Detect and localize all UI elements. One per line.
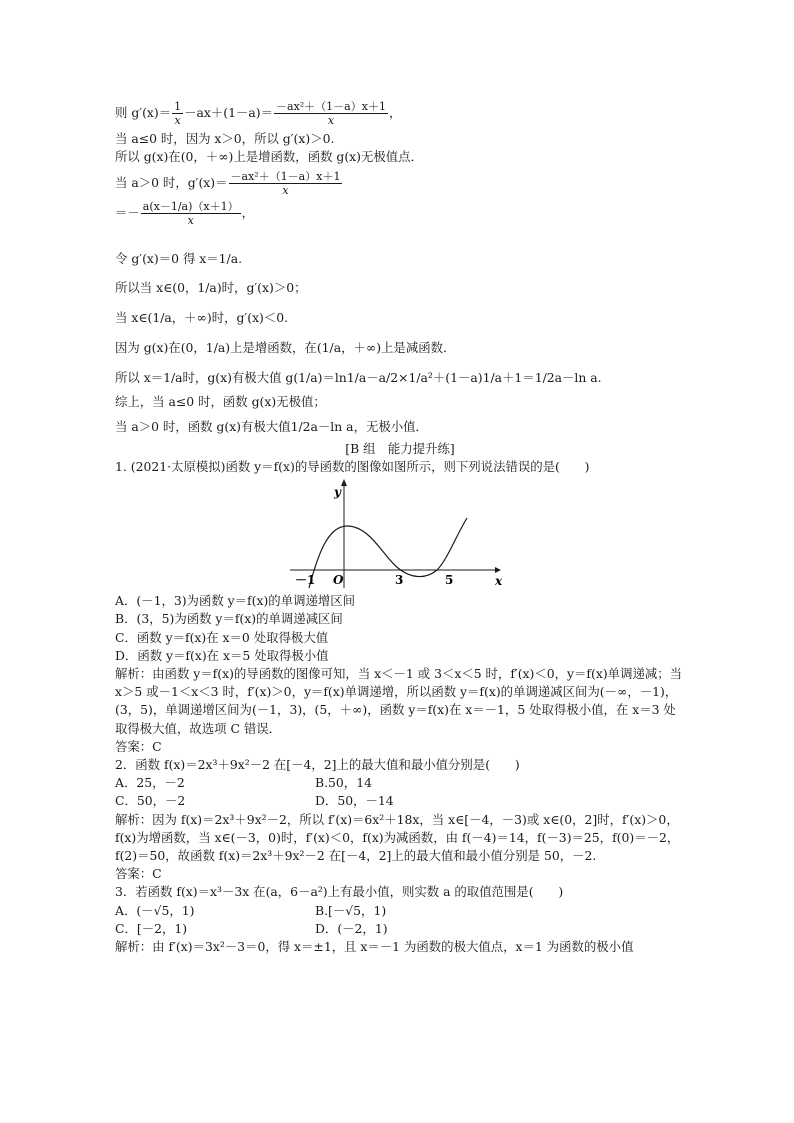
origin-label: O [333, 573, 344, 588]
solution-line-3: 所以 g(x)在(0，＋∞)上是增函数，函数 g(x)无极值点． [115, 149, 423, 165]
q3-option-a[interactable]: A．(－√5，1) [115, 902, 195, 918]
q3-option-c[interactable]: C．[－2，1) [115, 920, 188, 936]
q1-answer: 答案：C [115, 738, 162, 754]
q2-option-d[interactable]: D．50，－14 [315, 793, 394, 809]
solution-line-7: 所以当 x∈(0，1/a)时，g′(x)＞0； [115, 279, 307, 295]
document-page [115, 96, 685, 956]
q2-option-c[interactable]: C．50，－2 [115, 793, 186, 809]
solution-line-11: 综上，当 a≤0 时，函数 g(x)无极值； [115, 394, 326, 410]
q3-option-d[interactable]: D．(－2，1) [315, 920, 388, 936]
x-label: x [495, 574, 503, 589]
tick-label-3: 3 [395, 573, 404, 588]
q3-options-row-1 [115, 902, 685, 920]
q1-option-d[interactable]: D．函数 y＝f(x)在 x＝5 处取得极小值 [115, 647, 329, 663]
q1-analysis: 解析：由函数 y＝f(x)的导函数的图像可知，当 x＜－1 或 3＜x＜5 时，f′(x)＜0，y＝f(x)单调递减；当 x＞5 或－1＜x＜3 时，f′(x)＞0，y＝f(x)单调递增，所以函数 y＝f(x)的单调递减区间为(－∞，－1)，(3，5)，单调递增区间为(－1，3)，(5，＋∞)，函数 y＝f(x)在 x＝－1，5 处取得极小值，在 x＝3 处取得极大值，故选项 C 错误． [115, 666, 683, 736]
question-1-stem: 1. (2021·太原模拟)函数 y＝f(x)的导函数的图像如图所示，则下列说法错误的是( ) [115, 459, 590, 475]
solution-line-5: ＝－ $\frac{a(x-1/a)(x+1)}{x}$ ， [115, 200, 254, 228]
y-label: y [334, 485, 341, 500]
section-title: [B 组 能力提升练] [345, 440, 455, 456]
solution-line-10: 所以 x＝1/a时，g(x)有极大值 g(1/a)＝ln1/a－a/2×1/a²＋(1－a)1/a＋1＝1/2a－ln a. [115, 370, 602, 386]
q1-option-a[interactable]: A．(－1，3)为函数 y＝f(x)的单调递增区间 [115, 593, 356, 609]
q2-answer: 答案：C [115, 866, 162, 882]
q2-options-row-1 [115, 774, 685, 792]
question-3-stem: 3．若函数 f(x)＝x³－3x 在(a，6－a²)上有最小值，则实数 a 的取值范围是( ) [115, 884, 564, 900]
solution-line-2: 当 a≤0 时，因为 x＞0，所以 g′(x)＞0. [115, 131, 335, 146]
solution-line-8: 当 x∈(1/a，＋∞)时，g′(x)＜0. [115, 309, 289, 325]
q3-option-b[interactable]: B.[－√5，1) [315, 902, 387, 918]
x-axis-arrow [495, 567, 501, 573]
tick-label-neg1: －1 [295, 573, 316, 588]
q2-options-row-2 [115, 792, 685, 810]
solution-line-1: 则 g′(x)＝ $\frac{1}{x}$ －ax＋(1－a)＝ $\frac{\text{－ax²＋（1－a）x＋1}}{x}$ ， [115, 100, 402, 127]
fraction: $\frac{\text{－ax²＋（1－a）x＋1}}{x}$ [276, 100, 386, 127]
q3-options-row-2 [115, 920, 685, 938]
solution-line-9: 因为 g(x)在(0，1/a)上是增函数，在(1/a，＋∞)上是减函数． [115, 340, 456, 356]
question-2-stem: 2．函数 f(x)＝2x³＋9x²－2 在[－4，2]上的最大值和最小值分别是( ) [115, 757, 520, 773]
solution-line-6: 令 g′(x)＝0 得 x＝1/a. [115, 251, 243, 267]
solution-line-12: 当 a＞0 时，函数 g(x)有极大值1/2a－ln a，无极小值． [115, 418, 428, 434]
derivative-graph [285, 478, 505, 590]
tick-label-5: 5 [445, 573, 454, 588]
q2-option-a[interactable]: A．25，－2 [115, 775, 185, 791]
solution-line-4: 当 a＞0 时，g′(x)＝ $\frac{\text{－ax²＋（1－a）x＋1}}{x}$ [115, 170, 341, 198]
q2-option-b[interactable]: B.50，14 [315, 775, 372, 791]
q3-analysis: 解析：由 f′(x)＝3x²－3＝0，得 x＝±1，且 x＝－1 为函数的极大值点，x＝1 为函数的极小值 [115, 939, 634, 955]
q2-analysis: 解析：因为 f(x)＝2x³＋9x²－2，所以 f′(x)＝6x²＋18x，当 x∈[－4，－3)或 x∈(0，2]时，f′(x)＞0，f(x)为增函数，当 x∈(－3，0)时，f′(x)＜0，f(x)为减函数，由 f(－4)＝14，f(－3)＝25，f(0)＝－2，f(2)＝50，故函数 f(x)＝2x³＋9x²－2 在[－4，2]上的最大值和最小值分别是 50，－2. [115, 811, 680, 864]
q1-option-b[interactable]: B．(3，5)为函数 y＝f(x)的单调递减区间 [115, 611, 343, 627]
q1-option-c[interactable]: C．函数 y＝f(x)在 x＝0 处取得极大值 [115, 629, 329, 645]
y-axis-arrow [341, 479, 347, 486]
fraction: $\frac{a(x-1/a)(x+1)}{x}$ [142, 200, 239, 228]
fraction: $\frac{\text{－ax²＋（1－a）x＋1}}{x}$ [230, 170, 341, 198]
fraction: $\frac{1}{x}$ [174, 100, 182, 127]
